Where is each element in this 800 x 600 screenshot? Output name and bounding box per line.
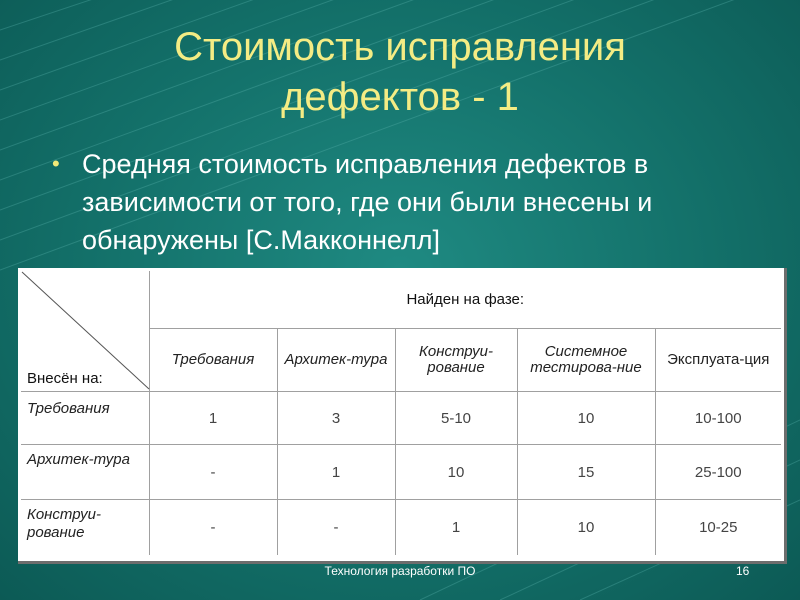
page-number: 16	[736, 564, 750, 578]
introduced-label: Внесён на:	[27, 370, 103, 388]
table-cell: 10	[517, 392, 655, 445]
table-cell: -	[149, 445, 277, 500]
table-cell: 10	[517, 500, 655, 555]
bullet-point	[52, 145, 752, 259]
table-cell: 10-100	[655, 392, 781, 445]
table-cell: 25-100	[655, 445, 781, 500]
row-header: Архитек-тура	[21, 445, 149, 500]
row-header: Конструи-рование	[21, 500, 149, 555]
phase-header: Системное тестирова-ние	[517, 328, 655, 391]
found-header: Найден на фазе:	[149, 271, 781, 328]
phase-header: Требования	[149, 328, 277, 391]
bullet-text: Средняя стоимость исправления дефектов в зависимости от того, где они были внесены и обнаружены [С.Макконнелл]	[82, 149, 653, 255]
title-line-2: дефектов - 1	[281, 75, 519, 119]
table-cell: 1	[277, 445, 395, 500]
row-header: Требования	[21, 392, 149, 445]
table-cell: 15	[517, 445, 655, 500]
table-cell: 1	[395, 500, 517, 555]
phase-header: Конструи-рование	[395, 328, 517, 391]
table-cell: 5-10	[395, 392, 517, 445]
corner-diagonal-line	[18, 268, 158, 393]
table-cell: 10	[395, 445, 517, 500]
phase-header: Эксплуата-ция	[655, 328, 781, 391]
phase-header: Архитек-тура	[277, 328, 395, 391]
table-cell: 10-25	[655, 500, 781, 555]
slide-footer: Технология разработки ПО	[324, 564, 476, 578]
table-cell: 3	[277, 392, 395, 445]
cost-table-container	[18, 268, 787, 564]
title-line-1: Стоимость исправления	[174, 25, 626, 69]
table-cell: -	[149, 500, 277, 555]
table-cell: -	[277, 500, 395, 555]
table-cell: 1	[149, 392, 277, 445]
bullet-dot-icon: •	[52, 151, 60, 176]
slide-title	[0, 22, 800, 122]
